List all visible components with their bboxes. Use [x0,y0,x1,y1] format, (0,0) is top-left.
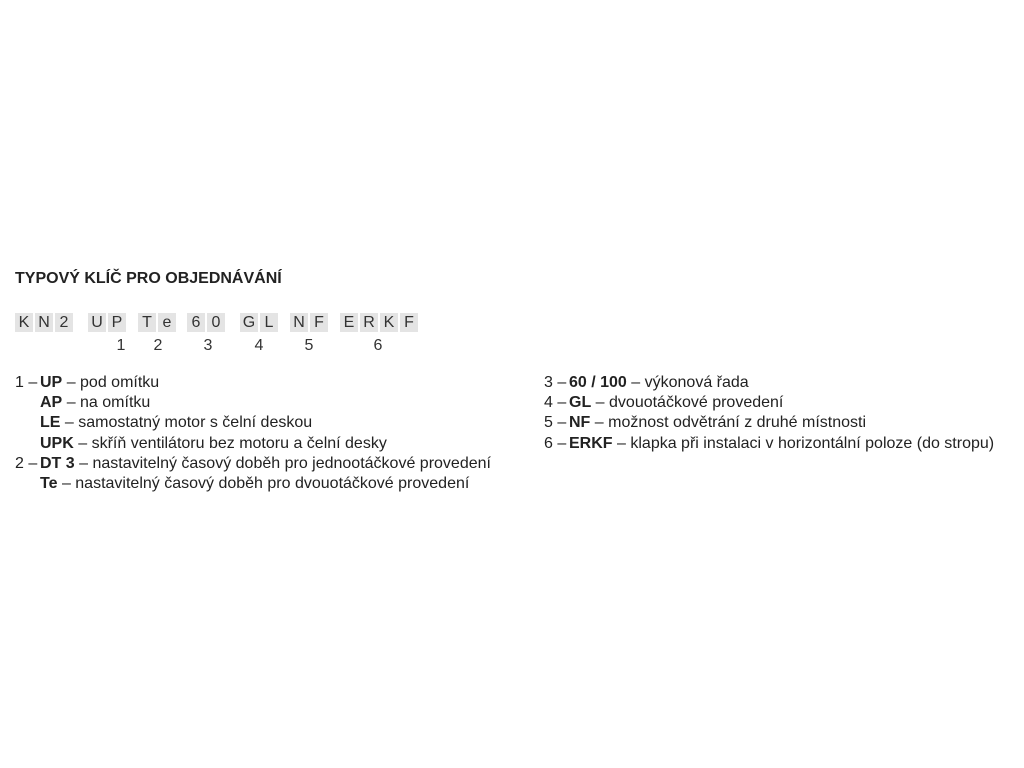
legend-number [15,434,40,454]
legend-number [15,393,40,413]
legend-line [15,434,491,454]
code-char: F [310,313,328,332]
legend-code: UPK [40,434,74,452]
legend-line [15,373,491,393]
legend-description: – výkonová řada [631,374,749,391]
legend-line [15,393,491,413]
code-char: e [158,313,176,332]
legend-description: – nastavitelný časový doběh pro jednootáčkové provedení [79,454,491,472]
legend-code: LE [40,414,61,432]
legend-number: 4 – [544,394,567,412]
code-char: K [380,313,398,332]
legend-number: 2 – [15,454,38,472]
legend-description: – skříň ventilátoru bez motoru a čelní desky [78,434,387,452]
legend-code: Te [40,475,58,493]
code-group-0 [15,313,75,332]
group-number: 5 [304,337,314,354]
group-number: 6 [373,337,383,354]
code-char: F [400,313,418,332]
legend-line [15,413,491,433]
legend-number [15,474,40,494]
legend-description: – nastavitelný časový doběh pro dvouotáčkové provedení [61,475,470,493]
code-char: R [360,313,378,332]
group-number: 4 [254,337,264,354]
code-group-2 [138,313,178,332]
legend-description: – možnost odvětrání z druhé místnosti [594,414,867,432]
code-group-6 [340,313,420,332]
group-number: 2 [153,337,163,354]
code-group-1 [88,313,128,332]
legend-code: AP [40,394,63,412]
code-char: U [88,313,106,332]
code-char: 6 [187,313,205,332]
legend-number: 5 – [544,414,567,432]
code-char: E [340,313,358,332]
legend-description: – na omítku [66,394,151,412]
legend-number: 3 – [544,374,567,391]
code-char: T [138,313,156,332]
legend-code: GL [569,394,592,412]
legend-number: 6 – [544,434,567,452]
legend-right [544,373,994,454]
code-group-5 [290,313,330,332]
page-title: TYPOVÝ KLÍČ PRO OBJEDNÁVÁNÍ [15,270,282,287]
legend-code: ERKF [569,434,613,452]
code-char: K [15,313,33,332]
legend-code: 60 / 100 [569,374,627,391]
code-char: G [240,313,258,332]
legend-number [15,413,40,433]
legend-code: NF [569,414,591,432]
legend-number: 1 – [15,374,38,391]
code-char: L [260,313,278,332]
legend-line [544,373,994,393]
group-number: 3 [203,337,213,354]
legend-line [15,474,491,494]
legend-line [544,393,994,413]
code-char: 0 [207,313,225,332]
code-char: N [290,313,308,332]
group-number: 1 [116,337,126,354]
legend-code: UP [40,374,63,391]
code-char: N [35,313,53,332]
legend-left [15,373,491,494]
code-group-3 [187,313,227,332]
legend-line [15,454,491,474]
code-group-4 [240,313,280,332]
legend-code: DT 3 [40,454,75,472]
legend-line [544,434,994,454]
legend-line [544,413,994,433]
legend-description: – klapka při instalaci v horizontální poloze (do stropu) [617,434,995,452]
code-char: P [108,313,126,332]
legend-description: – pod omítku [66,374,160,391]
legend-description: – samostatný motor s čelní deskou [64,414,313,432]
code-char: 2 [55,313,73,332]
legend-description: – dvouotáčkové provedení [595,394,784,412]
